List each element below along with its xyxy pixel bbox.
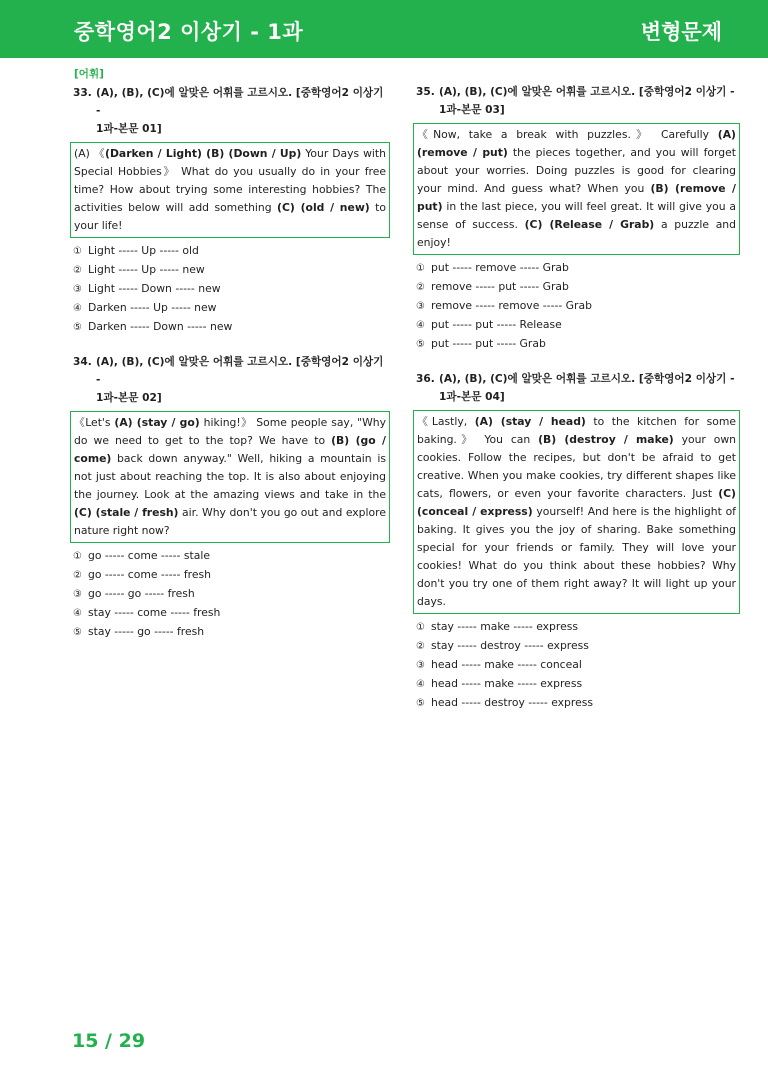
choice-number: ③ <box>416 301 425 312</box>
passage-box <box>70 142 390 238</box>
choice-number: ① <box>73 551 82 562</box>
passage-box <box>413 123 740 255</box>
passage-text: in the last piece, you will feel great. It will give you a sense of success. <box>417 200 736 231</box>
passage-option: (C) (old / new) <box>277 201 370 214</box>
passage-box <box>413 410 740 614</box>
choice-text: Light ----- Down ----- new <box>88 282 221 295</box>
answer-choice[interactable] <box>73 280 390 299</box>
passage-option: (B) (remove / put) <box>417 182 736 213</box>
choice-text: go ----- come ----- stale <box>88 549 210 562</box>
choice-list <box>413 618 740 713</box>
choice-list <box>70 547 390 642</box>
question-36 <box>413 370 740 713</box>
choice-number: ④ <box>73 303 82 314</box>
choice-number: ⑤ <box>73 322 82 333</box>
answer-choice[interactable] <box>73 566 390 585</box>
question-instruction: (A), (B), (C)에 알맞은 어휘를 고르시오. [중학영어2 이상기 - <box>439 373 735 385</box>
passage-option: (A) (remove / put) <box>417 128 736 159</box>
choice-text: head ----- make ----- conceal <box>431 658 582 671</box>
choice-text: put ----- remove ----- Grab <box>431 261 569 274</box>
choice-text: Light ----- Up ----- old <box>88 244 199 257</box>
page-number: 15 / 29 <box>72 1030 146 1052</box>
answer-choice[interactable] <box>73 261 390 280</box>
question-33 <box>70 84 390 337</box>
passage-text: the pieces together, and you will forget about your worries. Doing puzzles is good for clearing your mind. And guess what? When you <box>417 146 736 195</box>
choice-text: put ----- put ----- Release <box>431 318 562 331</box>
choice-text: head ----- make ----- express <box>431 677 583 690</box>
passage-text: yourself! And here is the highlight of baking. It gives you the joy of sharing. Bake something special for your friends or family. They will love your cookies! What do you think about these hobbies? Why don't you try one of them right away? It will light up your days. <box>417 505 736 608</box>
choice-text: Light ----- Up ----- new <box>88 263 205 276</box>
question-number: 33. <box>73 87 92 99</box>
passage-text: air. Why don't you go out and explore nature right now? <box>74 506 386 537</box>
passage-text: 《Now, take a break with puzzles.》 Carefully <box>417 128 718 141</box>
choice-list <box>70 242 390 337</box>
choice-number: ④ <box>73 608 82 619</box>
answer-choice[interactable] <box>73 318 390 337</box>
choice-number: ② <box>416 282 425 293</box>
choice-number: ② <box>73 570 82 581</box>
passage-text: to the kitchen for some baking.》 You can <box>417 415 736 446</box>
passage-text: your own cookies. Follow the recipes, but don't be afraid to get creative. When you make cookies, try different shapes like cats, flowers, or even your favorite characters. Just <box>417 433 737 500</box>
question-number: 34. <box>73 356 92 368</box>
passage-option: (A) (stay / go) <box>114 416 200 429</box>
passage-text: (A) 《 <box>74 147 106 160</box>
choice-text: stay ----- destroy ----- express <box>431 639 589 652</box>
passage-text: Your Days with Special Hobbies》 What do you usually do in your free time? How about trying some interesting hobbies? The activities below will add something <box>74 147 386 214</box>
passage-option: (A) (stay / head) <box>474 415 586 428</box>
answer-choice[interactable] <box>416 259 740 278</box>
header-category: 변형문제 <box>640 20 722 44</box>
question-source: 1과-본문 04] <box>439 391 505 403</box>
passage-text: back down anyway." Well, hiking a mountain is not just about reaching the top. It is also about enjoying the journey. Look at the amazing views and take in the <box>74 452 386 501</box>
choice-text: remove ----- put ----- Grab <box>431 280 569 293</box>
passage-option: (C) (conceal / express) <box>417 487 736 518</box>
page-title: 중학영어2 이상기 - 1과 <box>74 20 304 44</box>
question-instruction: (A), (B), (C)에 알맞은 어휘를 고르시오. [중학영어2 이상기 - <box>96 87 384 117</box>
question-instruction: (A), (B), (C)에 알맞은 어휘를 고르시오. [중학영어2 이상기 - <box>96 356 384 386</box>
question-source: 1과-본문 02] <box>96 392 162 404</box>
question-title <box>413 370 740 406</box>
choice-list <box>413 259 740 354</box>
left-column <box>70 64 390 654</box>
question-number: 36. <box>416 373 435 385</box>
choice-number: ③ <box>73 589 82 600</box>
answer-choice[interactable] <box>416 278 740 297</box>
choice-text: head ----- destroy ----- express <box>431 696 593 709</box>
answer-choice[interactable] <box>416 618 740 637</box>
choice-text: go ----- go ----- fresh <box>88 587 195 600</box>
choice-number: ② <box>416 641 425 652</box>
choice-number: ① <box>73 246 82 257</box>
choice-number: ⑤ <box>416 339 425 350</box>
passage-option: (C) (stale / fresh) <box>74 506 179 519</box>
choice-number: ① <box>416 622 425 633</box>
question-35 <box>413 83 740 354</box>
answer-choice[interactable] <box>416 335 740 354</box>
answer-choice[interactable] <box>73 299 390 318</box>
answer-choice[interactable] <box>416 297 740 316</box>
choice-text: Darken ----- Up ----- new <box>88 301 217 314</box>
passage-option: (C) (Release / Grab) <box>524 218 655 231</box>
choice-number: ④ <box>416 320 425 331</box>
choice-text: remove ----- remove ----- Grab <box>431 299 592 312</box>
passage-option: (B) (go / come) <box>74 434 386 465</box>
answer-choice[interactable] <box>416 675 740 694</box>
answer-choice[interactable] <box>73 604 390 623</box>
passage-text: 《Let's <box>74 416 115 429</box>
answer-choice[interactable] <box>73 242 390 261</box>
passage-option: (Darken / Light) (B) (Down / Up) <box>105 147 302 160</box>
choice-number: ③ <box>416 660 425 671</box>
answer-choice[interactable] <box>73 585 390 604</box>
choice-number: ① <box>416 263 425 274</box>
question-source: 1과-본문 01] <box>96 123 162 135</box>
choice-number: ④ <box>416 679 425 690</box>
answer-choice[interactable] <box>416 637 740 656</box>
question-title <box>70 84 390 138</box>
choice-number: ⑤ <box>73 627 82 638</box>
answer-choice[interactable] <box>416 694 740 713</box>
question-number: 35. <box>416 86 435 98</box>
choice-text: Darken ----- Down ----- new <box>88 320 233 333</box>
answer-choice[interactable] <box>73 623 390 642</box>
passage-text: a puzzle and enjoy! <box>417 218 737 249</box>
passage-text: 《Lastly, <box>417 415 475 428</box>
choice-text: stay ----- come ----- fresh <box>88 606 221 619</box>
passage-option: (B) (destroy / make) <box>538 433 674 446</box>
page-header <box>0 0 768 58</box>
choice-text: go ----- come ----- fresh <box>88 568 211 581</box>
choice-number: ⑤ <box>416 698 425 709</box>
choice-text: put ----- put ----- Grab <box>431 337 546 350</box>
question-instruction: (A), (B), (C)에 알맞은 어휘를 고르시오. [중학영어2 이상기 - <box>439 86 735 98</box>
section-label: [어휘] <box>74 68 104 80</box>
answer-choice[interactable] <box>416 316 740 335</box>
choice-text: stay ----- go ----- fresh <box>88 625 205 638</box>
question-source: 1과-본문 03] <box>439 104 505 116</box>
answer-choice[interactable] <box>416 656 740 675</box>
passage-text: hiking!》 Some people say, "Why do we need to get to the top? We have to <box>74 416 386 447</box>
answer-choice[interactable] <box>73 547 390 566</box>
passage-box <box>70 411 390 543</box>
right-column <box>413 64 740 725</box>
question-34 <box>70 353 390 642</box>
choice-number: ② <box>73 265 82 276</box>
choice-text: stay ----- make ----- express <box>431 620 578 633</box>
passage-text: to your life! <box>74 201 386 232</box>
choice-number: ③ <box>73 284 82 295</box>
question-title <box>70 353 390 407</box>
question-title <box>413 83 740 119</box>
